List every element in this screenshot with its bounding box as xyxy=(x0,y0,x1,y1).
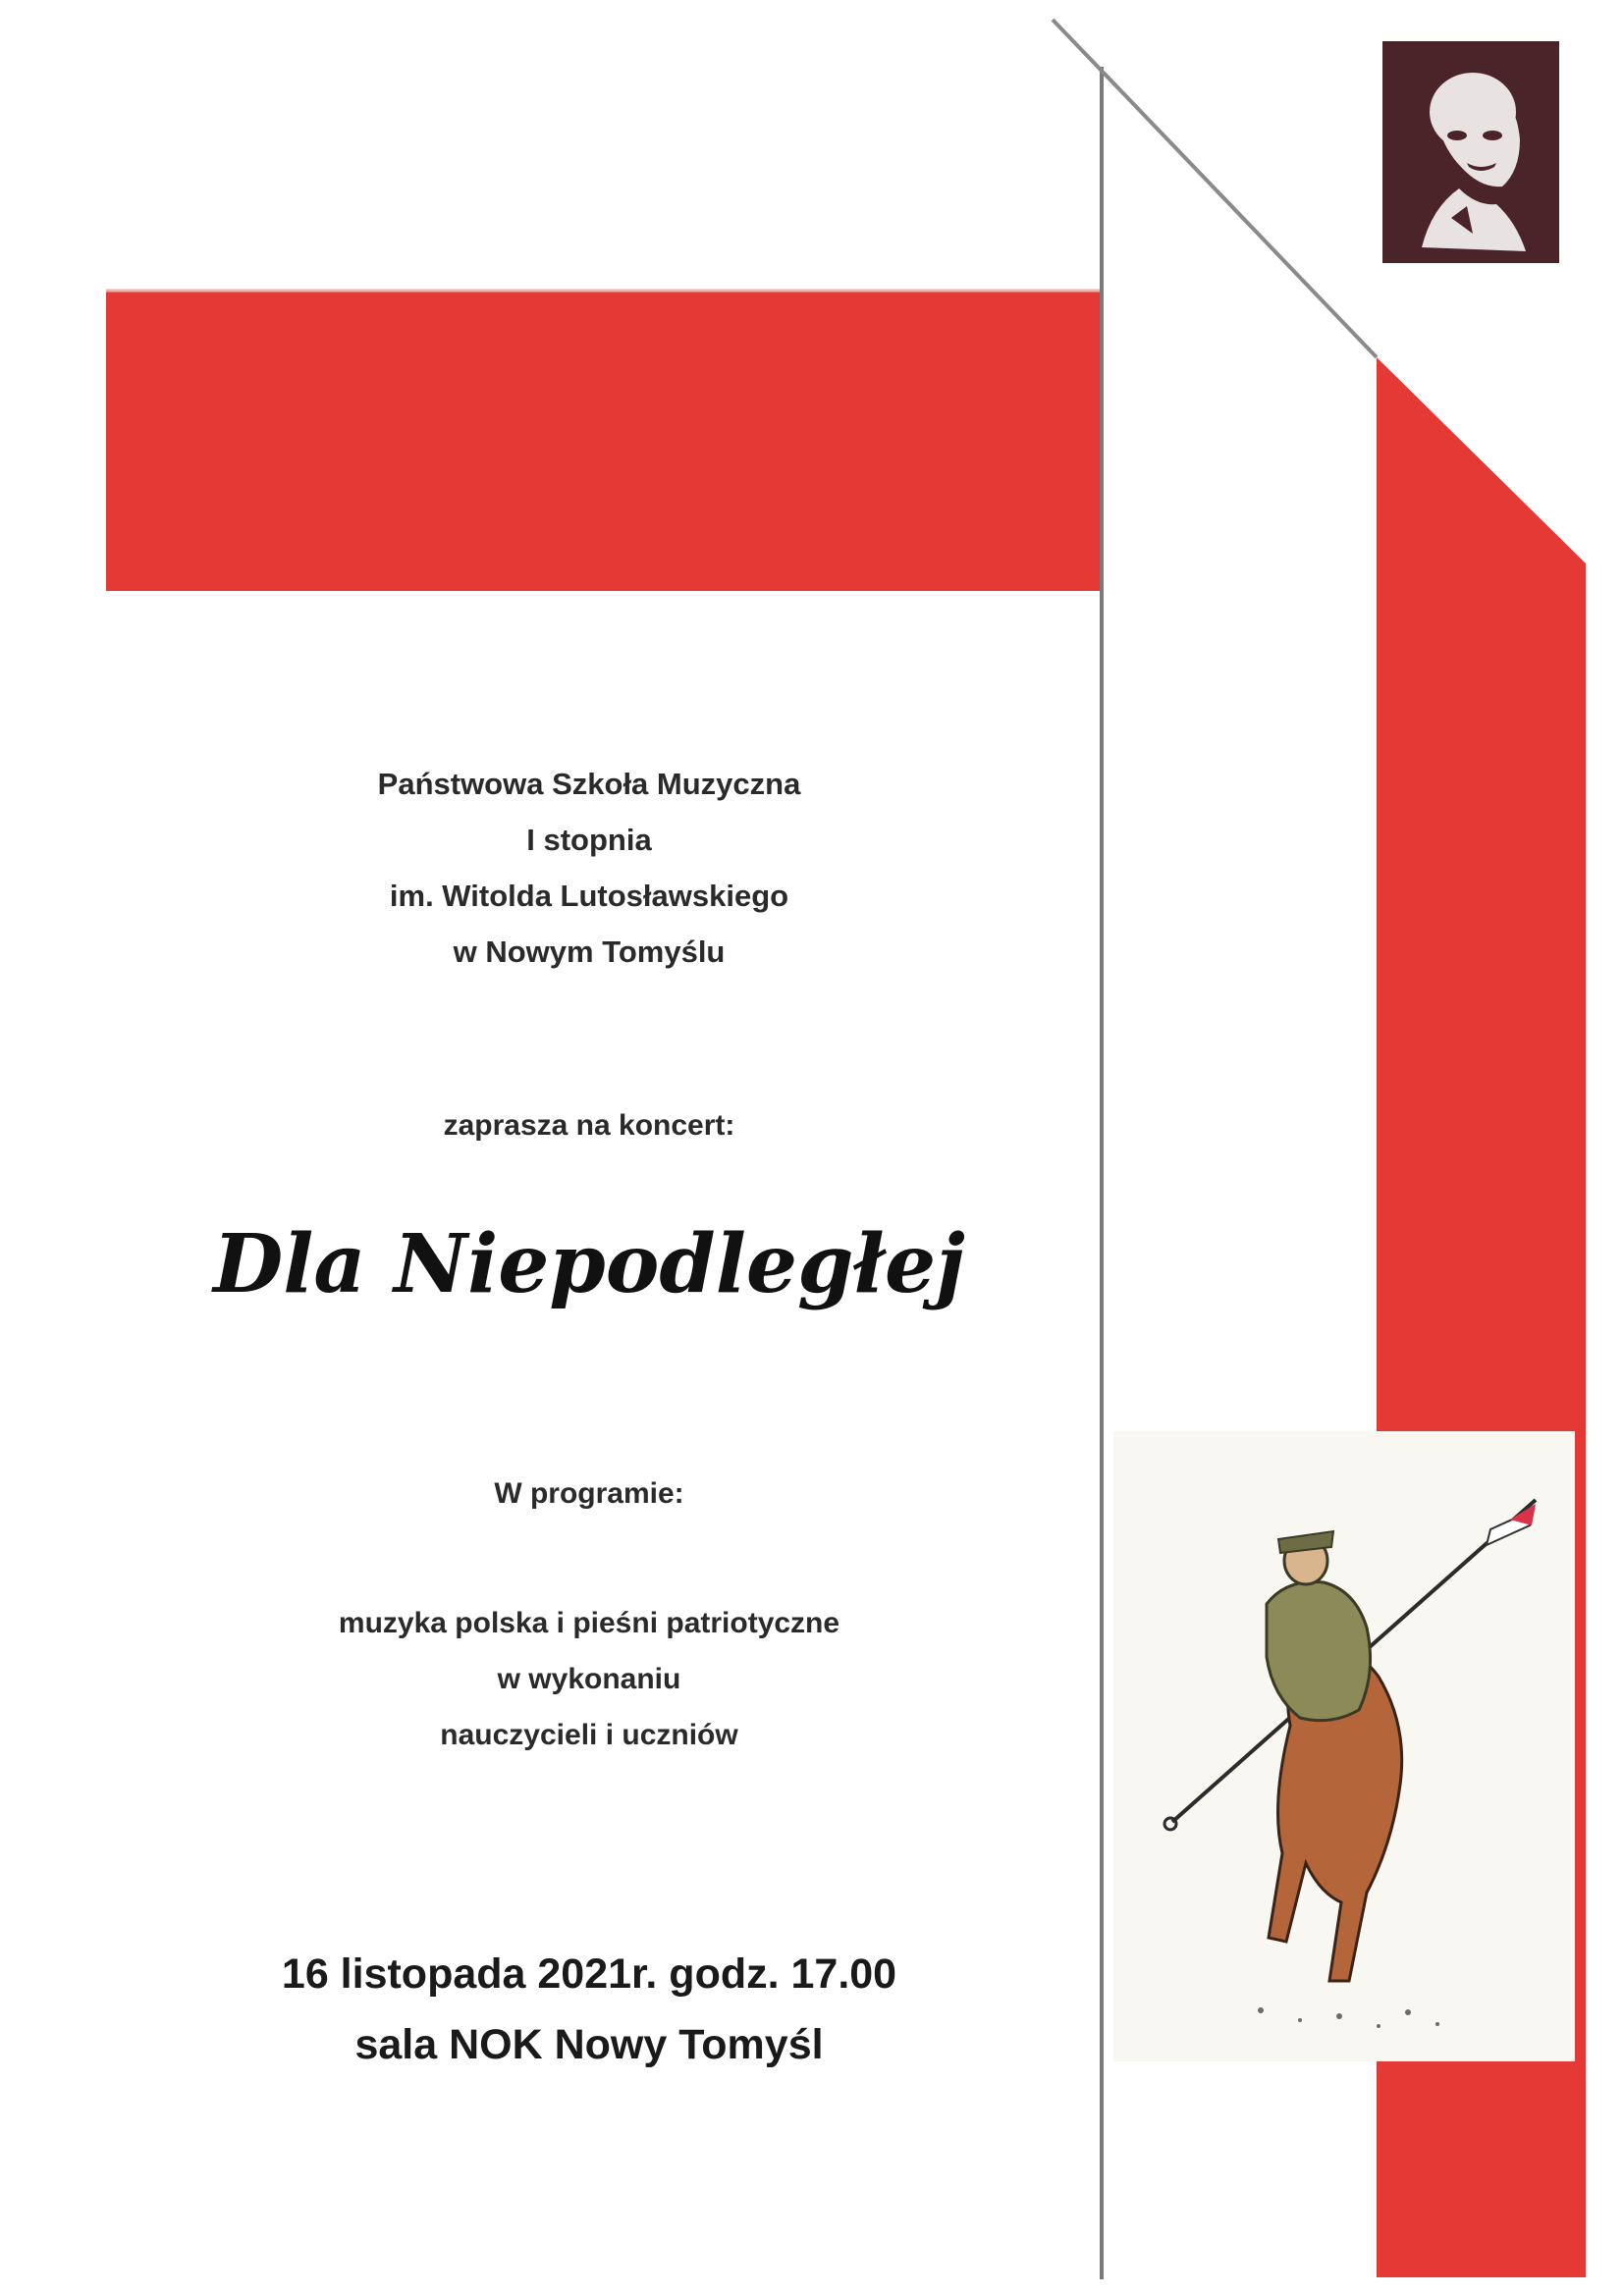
event-date-time: 16 listopada 2021r. godz. 17.00 xyxy=(281,1950,897,1998)
school-line: w Nowym Tomyślu xyxy=(453,934,726,969)
top-red-banner xyxy=(106,291,1102,591)
school-name-block xyxy=(147,756,1031,980)
uhlan-illustration xyxy=(1113,1431,1575,2061)
composer-portrait-icon xyxy=(1382,41,1559,263)
program-line: nauczycieli i uczniów xyxy=(440,1719,738,1751)
school-line: im. Witolda Lutosławskiego xyxy=(389,879,789,913)
concert-title: Dla Niepodległej xyxy=(213,1217,965,1311)
program-description xyxy=(147,1595,1031,1763)
invitation-text: zaprasza na koncert: xyxy=(443,1109,735,1142)
event-details xyxy=(147,1939,1031,2080)
program-line: muzyka polska i pieśni patriotyczne xyxy=(338,1607,840,1639)
program-heading: W programie: xyxy=(494,1477,684,1510)
event-venue: sala NOK Nowy Tomyśl xyxy=(354,2021,824,2068)
school-line: I stopnia xyxy=(526,823,652,857)
program-line: w wykonaniu xyxy=(497,1663,681,1695)
school-line: Państwowa Szkoła Muzyczna xyxy=(377,767,801,801)
